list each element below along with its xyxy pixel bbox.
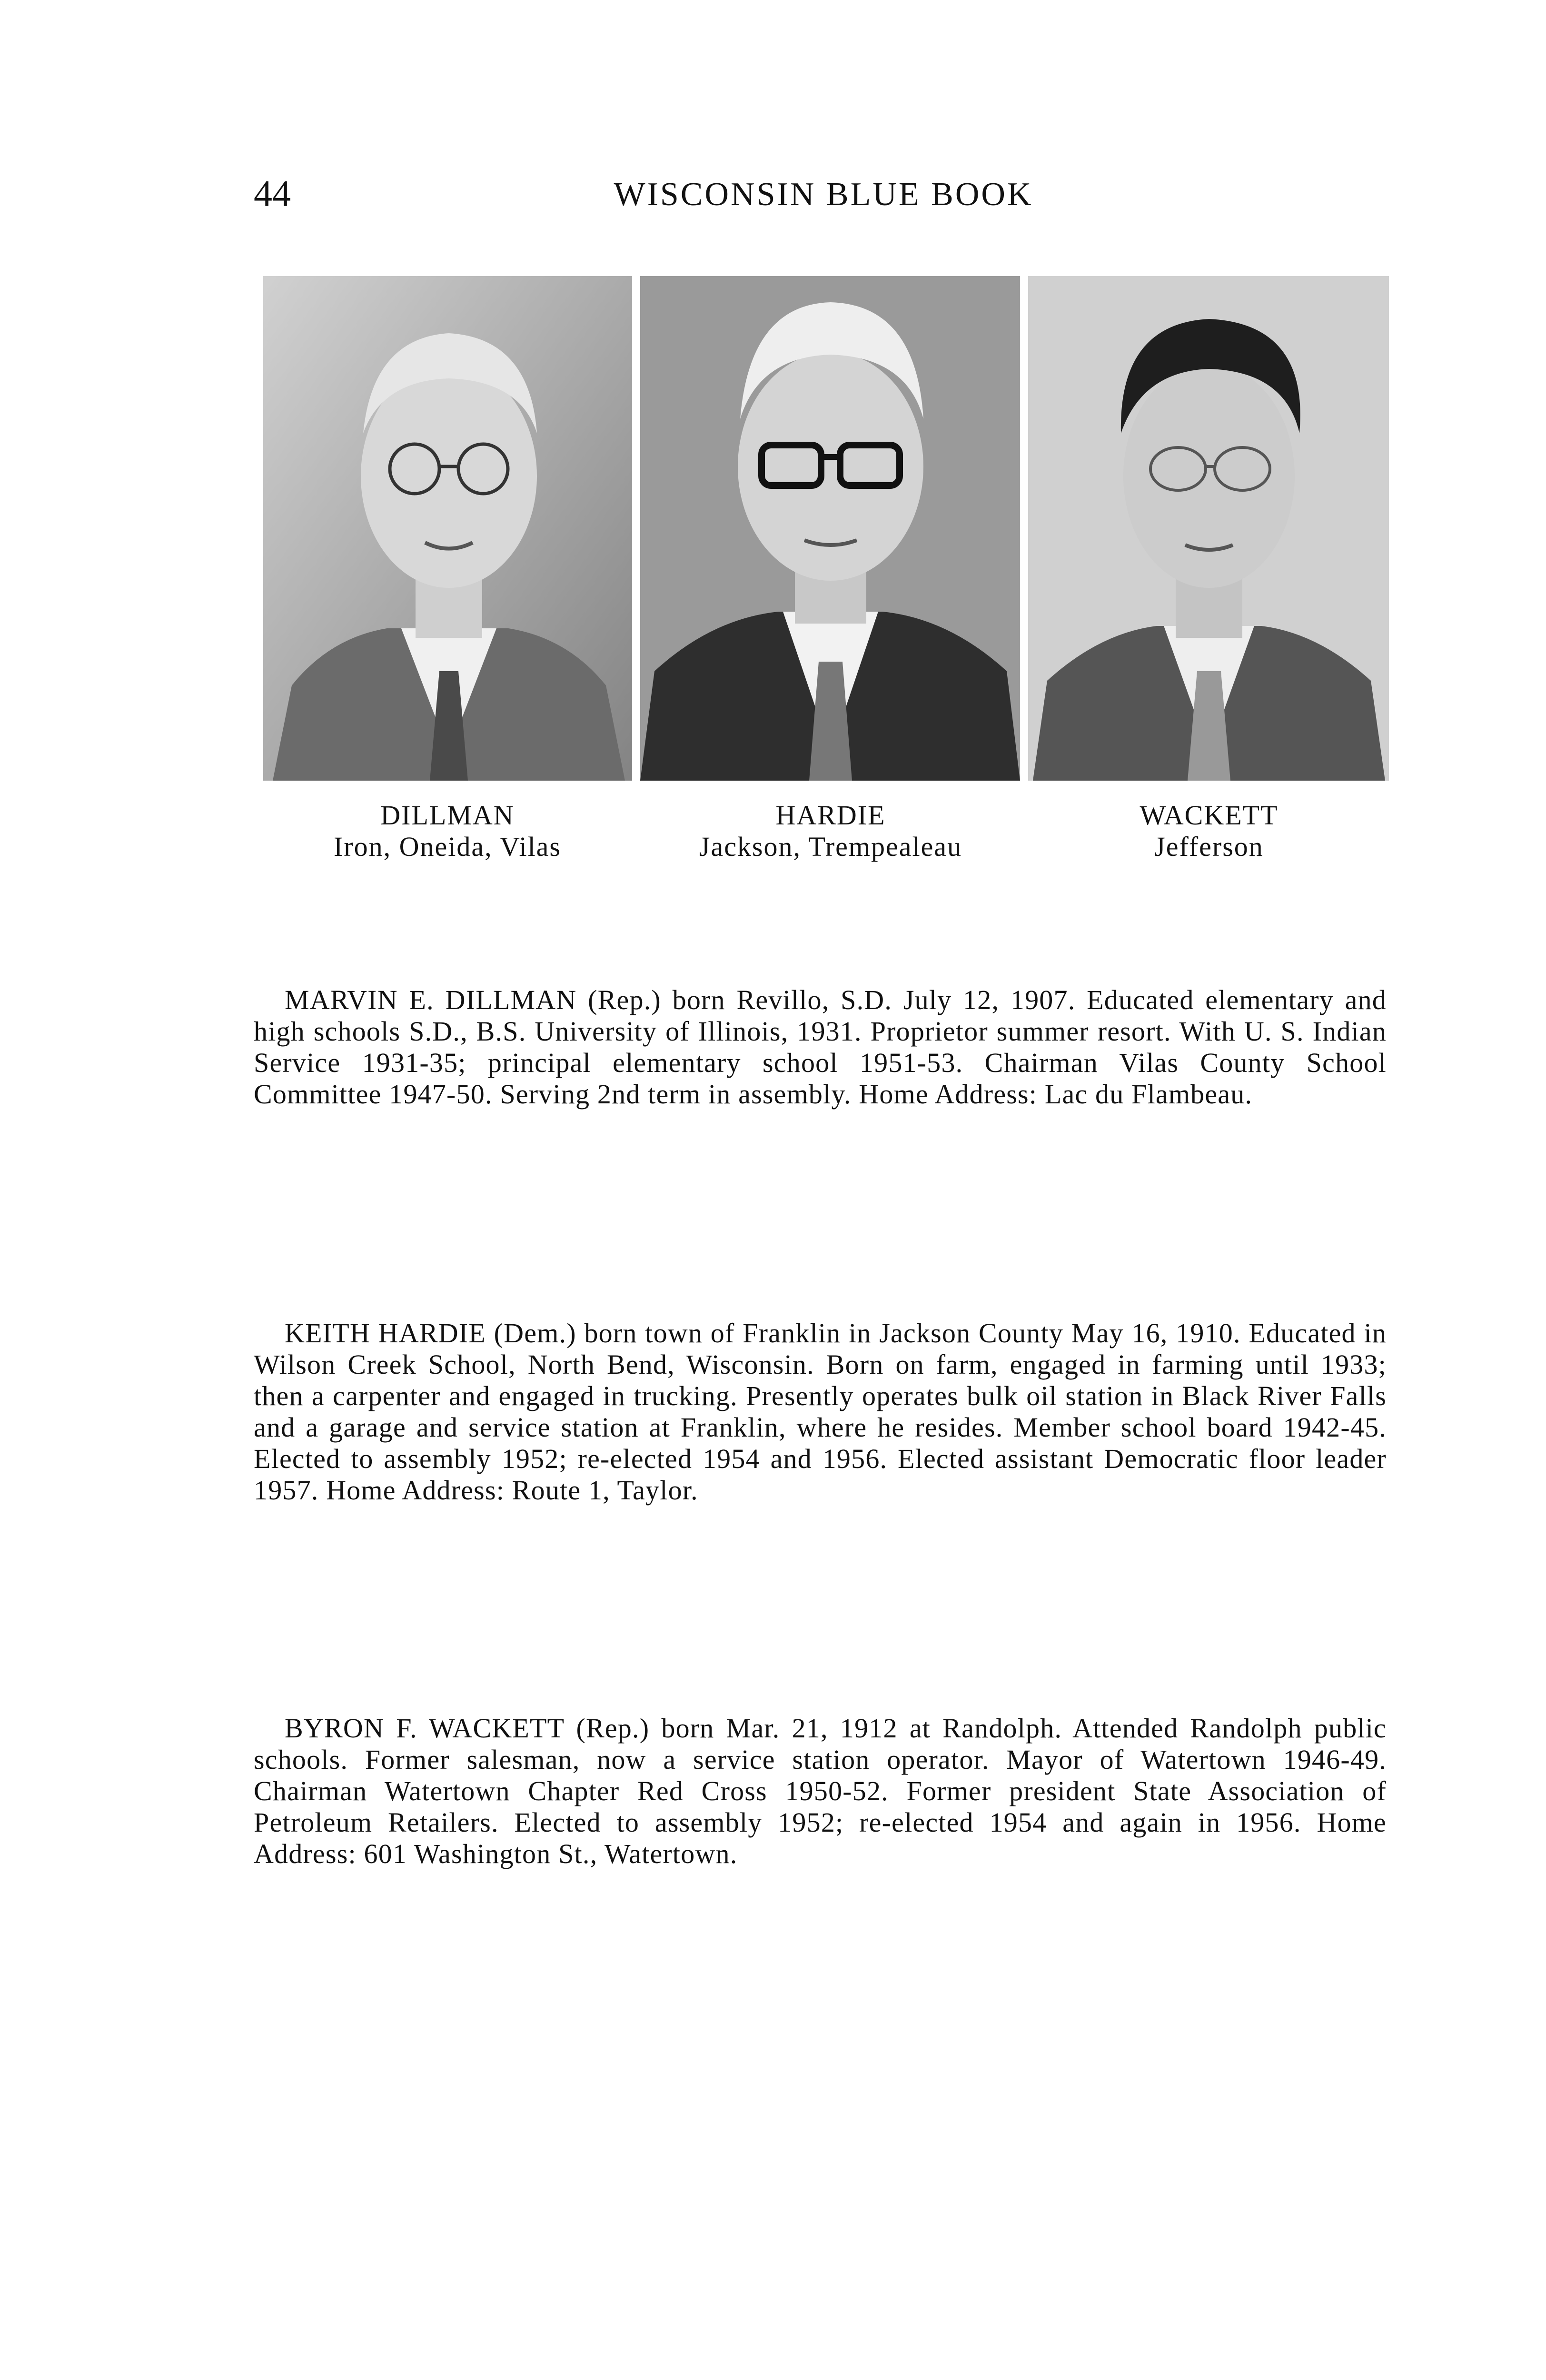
caption-district: Jefferson bbox=[1154, 831, 1264, 862]
caption-wackett bbox=[1028, 800, 1390, 863]
portrait-silhouette bbox=[1028, 276, 1389, 781]
caption-district: Iron, Oneida, Vilas bbox=[333, 831, 561, 862]
portrait-silhouette bbox=[640, 276, 1020, 781]
portrait-photo-hardie bbox=[640, 276, 1020, 781]
page-number: 44 bbox=[254, 173, 291, 214]
caption-name: HARDIE bbox=[775, 800, 886, 831]
portrait-photo-wackett bbox=[1028, 276, 1389, 781]
portrait-photo-dillman bbox=[263, 276, 632, 781]
biography-wackett: BYRON F. WACKETT (Rep.) born Mar. 21, 1912 at Randolph. Attended Randolph public schools. Former salesman, now a service station operator. Mayor of Watertown 1946-49. Chairman Watertown Chapter Red Cross 1950-52. Former president State Association of Petroleum Retailers. Elected to assembly 1952; re-elected 1954 and again in 1956. Home Address: 601 Washington St., Watertown. bbox=[254, 1713, 1387, 1869]
caption-name: DILLMAN bbox=[380, 800, 515, 831]
biography-hardie: KEITH HARDIE (Dem.) born town of Franklin in Jackson County May 16, 1910. Educated in Wilson Creek School, North Bend, Wisconsin. Born on farm, engaged in farming until 1933; then a carpenter and engaged in trucking. Presently operates bulk oil station in Black River Falls and a garage and service station at Franklin, where he resides. Member school board 1942-45. Elected to assembly 1952; re-elected 1954 and 1956. Elected assistant Democratic floor leader 1957. Home Address: Route 1, Taylor. bbox=[254, 1318, 1387, 1506]
caption-dillman bbox=[267, 800, 628, 863]
biography-dillman: MARVIN E. DILLMAN (Rep.) born Revillo, S.D. July 12, 1907. Educated elementary and high schools S.D., B.S. University of Illinois, 1931. Proprietor summer resort. With U. S. Indian Service 1931-35; principal elementary school 1951-53. Chairman Vilas County School Committee 1947-50. Serving 2nd term in assembly. Home Address: Lac du Flambeau. bbox=[254, 984, 1387, 1110]
caption-district: Jackson, Trempealeau bbox=[699, 831, 962, 862]
caption-name: WACKETT bbox=[1140, 800, 1278, 831]
portrait-silhouette bbox=[263, 276, 632, 781]
running-title: WISCONSIN BLUE BOOK bbox=[614, 176, 1033, 213]
caption-hardie bbox=[640, 800, 1021, 863]
